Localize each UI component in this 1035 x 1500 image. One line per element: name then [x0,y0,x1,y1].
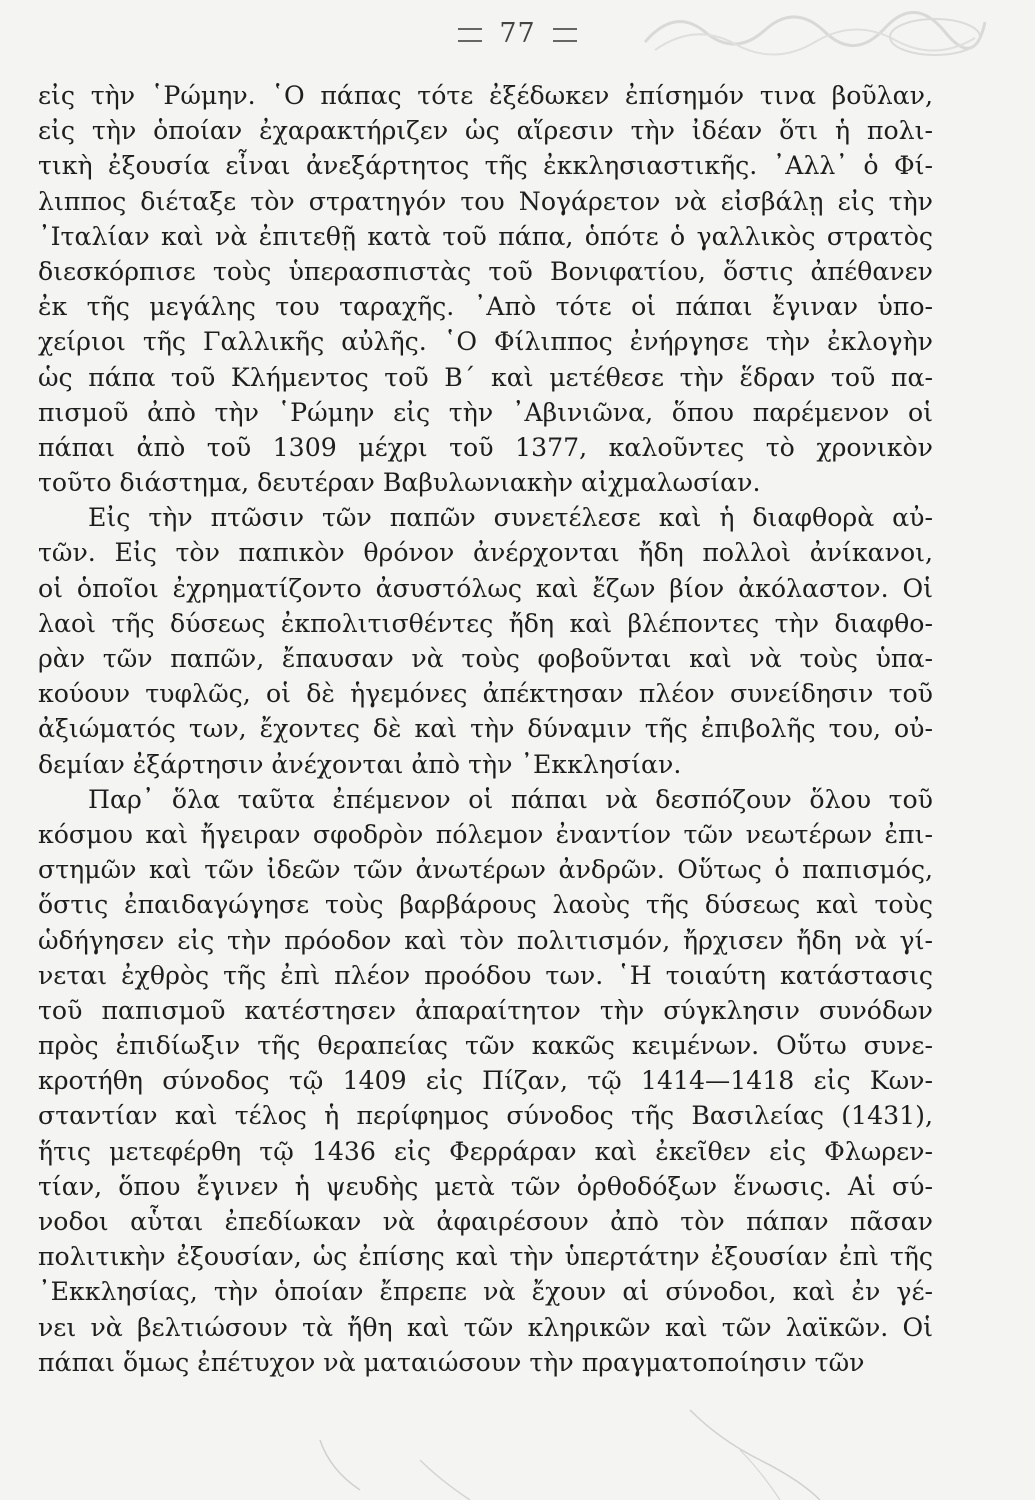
text-line: ἀξιώματός των, ἔχοντες δὲ καὶ τὴν δύναμιν τῆς ἐπιβολῆς του, οὐ- [38,714,933,744]
text-line: τικὴ ἐξουσία εἶναι ἀνεξάρτητος τῆς ἐκκλησιαστικῆς. ᾿Αλλ᾿ ὁ Φί- [38,151,933,181]
paragraph [38,782,933,1380]
text-line: κροτήθη σύνοδος τῷ 1409 εἰς Πίζαν, τῷ 1414—1418 εἰς Κων- [38,1066,933,1096]
text-line: ᾿Ιταλίαν καὶ νὰ ἐπιτεθῇ κατὰ τοῦ πάπα, ὁπότε ὁ γαλλικὸς στρατὸς [38,221,933,251]
text-line: τοῦτο διάστημα, δευτέραν Βαβυλωνιακὴν αἰχμαλωσίαν. [38,468,761,498]
text-line: στημῶν καὶ τῶν ἰδεῶν τῶν ἀνωτέρων ἀνδρῶν. Οὕτως ὁ παπισμός, [38,855,933,885]
pencil-sketch-marks [0,1400,1035,1500]
header-ornament-left-icon [458,28,482,42]
text-line: ἥτις μετεφέρθη τῷ 1436 εἰς Φερράραν καὶ ἐκεῖθεν εἰς Φλωρεν- [38,1136,933,1166]
text-line: σταντίαν καὶ τέλος ἡ περίφημος σύνοδος τῆς Βασιλείας (1431), [38,1101,933,1131]
text-line: τῶν. Εἰς τὸν παπικὸν θρόνον ἀνέρχονται ἤδη πολλοὶ ἀνίκανοι, [38,538,933,568]
text-line: εἰς τὴν ῾Ρώμην. ῾Ο πάπας τότε ἐξέδωκεν ἐπίσημόν τινα βοῦλαν, [38,81,933,110]
page-number: 77 [499,18,536,49]
text-line: κούουν τυφλῶς, οἱ δὲ ἡγεμόνες ἀπέκτησαν πλέον συνείδησιν τοῦ [38,679,933,709]
text-line: νοδοι αὗται ἐπεδίωκαν νὰ ἀφαιρέσουν ἀπὸ τὸν πάπαν πᾶσαν [38,1207,933,1236]
text-line: πάπαι ἀπὸ τοῦ 1309 μέχρι τοῦ 1377, καλοῦντες τὸ χρονικὸν [38,432,933,462]
text-line: λιππος διέταξε τὸν στρατηγόν του Νογάρετον νὰ εἰσβάλῃ εἰς τὴν [38,186,933,216]
text-line: οἱ ὁποῖοι ἐχρηματίζοντο ἀσυστόλως καὶ ἔζων βίον ἀκόλαστον. Οἱ [38,573,933,603]
text-line: τοῦ παπισμοῦ κατέστησεν ἀπαραίτητον τὴν σύγκλησιν συνόδων [38,995,933,1025]
text-line: λαοὶ τῆς δύσεως ἐκπολιτισθέντες ἤδη καὶ βλέποντες τὴν διαφθο- [38,608,933,638]
text-line: νεται ἐχθρὸς τῆς ἐπὶ πλέον προόδου των. ῾Η τοιαύτη κατάστασις [38,960,933,990]
text-line: ἐκ τῆς μεγάλης του ταραχῆς. ᾿Απὸ τότε οἱ πάπαι ἔγιναν ὑπο- [38,292,933,322]
page-header [0,18,1035,49]
text-line: πισμοῦ ἀπὸ τὴν ῾Ρώμην εἰς τὴν ᾿Αβινιῶνα, ὅπου παρέμενον οἱ [38,397,933,427]
text-line: νει νὰ βελτιώσουν τὰ ἤθη καὶ τῶν κληρικῶν καὶ τῶν λαϊκῶν. Οἱ [38,1312,933,1342]
text-line: κόσμου καὶ ἤγειραν σφοδρὸν πόλεμον ἐναντίον τῶν νεωτέρων ἐπι- [38,819,933,849]
text-line: ὡδήγησεν εἰς τὴν πρόοδον καὶ τὸν πολιτισμόν, ἤρχισεν ἤδη νὰ γί- [38,925,933,955]
text-line: ᾿Εκκλησίας, τὴν ὁποίαν ἔπρεπε νὰ ἔχουν αἱ σύνοδοι, καὶ ἐν γέ- [38,1277,933,1307]
text-line: Παρ᾿ ὅλα ταῦτα ἐπέμενον οἱ πάπαι νὰ δεσπόζουν ὅλου τοῦ [88,784,933,814]
text-line: πολιτικὴν ἐξουσίαν, ὡς ἐπίσης καὶ τὴν ὑπερτάτην ἐξουσίαν ἐπὶ τῆς [38,1242,933,1272]
paragraph [38,500,933,782]
text-line: ὅστις ἐπαιδαγώγησε τοὺς βαρβάρους λαοὺς τῆς δύσεως καὶ τοὺς [38,890,933,920]
header-ornament-right-icon [553,28,577,42]
text-line: Εἰς τὴν πτῶσιν τῶν παπῶν συνετέλεσε καὶ ἡ διαφθορὰ αὐ- [88,503,933,533]
text-line: πρὸς ἐπιδίωξιν τῆς θεραπείας τῶν κακῶς κειμένων. Οὕτω συνε- [38,1031,933,1061]
text-line: τίαν, ὅπου ἔγινεν ἡ ψευδὴς μετὰ τῶν ὀρθοδόξων ἕνωσις. Αἱ σύ- [38,1171,933,1201]
text-line: δεμίαν ἐξάρτησιν ἀνέχονται ἀπὸ τὴν ᾿Εκκλησίαν. [38,749,682,779]
text-line: χείριοι τῆς Γαλλικῆς αὐλῆς. ῾Ο Φίλιππος ἐνήργησε τὴν ἐκλογὴν [38,327,933,357]
text-line: ρὰν τῶν παπῶν, ἔπαυσαν νὰ τοὺς φοβοῦνται καὶ νὰ τοὺς ὑπα- [38,644,933,673]
text-line: πάπαι ὅμως ἐπέτυχον νὰ ματαιώσουν τὴν πραγματοποίησιν τῶν [38,1347,865,1377]
text-line: εἰς τὴν ὁποίαν ἐχαρακτήριζεν ὡς αἵρεσιν τὴν ἰδέαν ὅτι ἡ πολι- [38,116,933,146]
text-line: διεσκόρπισε τοὺς ὑπερασπιστὰς τοῦ Βονιφατίου, ὅστις ἀπέθανεν [38,256,933,286]
main-text [38,78,933,1380]
paragraph [38,78,933,500]
text-line: ὡς πάπα τοῦ Κλήμεντος τοῦ Β΄ καὶ μετέθεσε τὴν ἕδραν τοῦ πα- [38,362,933,392]
